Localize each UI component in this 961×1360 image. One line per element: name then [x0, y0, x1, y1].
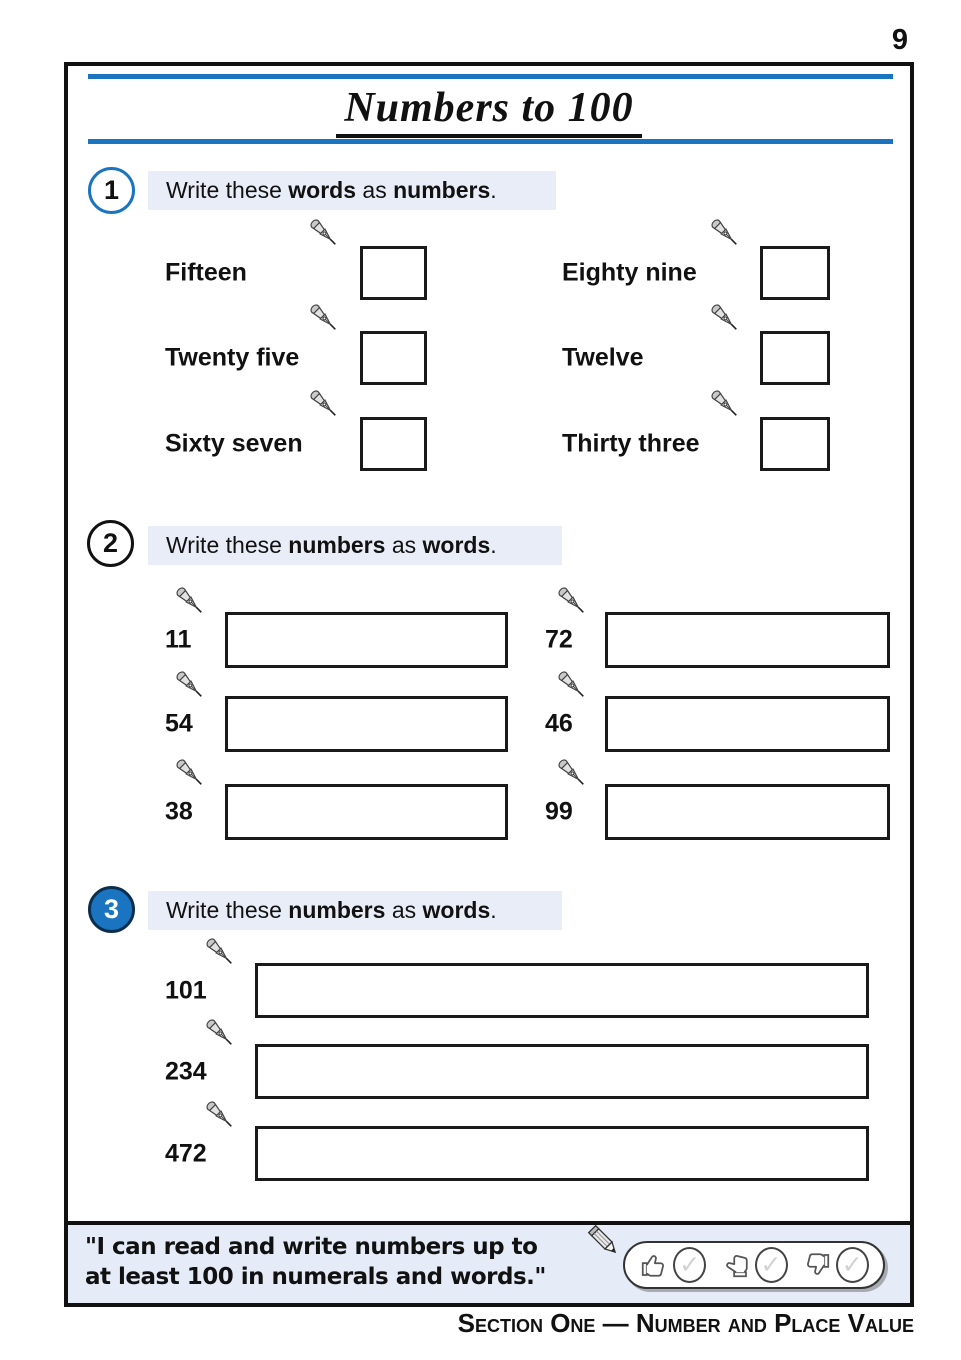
answer-box[interactable]: [225, 696, 508, 752]
number-label: 234: [165, 1057, 207, 1085]
number-label: 72: [545, 625, 573, 654]
number-label: 38: [165, 797, 193, 826]
q2-row: [148, 696, 513, 752]
page-title: Numbers to 100: [336, 84, 641, 138]
answer-box[interactable]: [760, 331, 830, 385]
instruction-text: .: [490, 532, 497, 558]
word-label: Sixty seven: [165, 429, 303, 458]
self-assessment-pill: [623, 1241, 885, 1289]
q1-row: [545, 417, 850, 471]
instruction-text: Write these: [166, 897, 289, 923]
tick-mark: ✓: [679, 1250, 701, 1279]
q3-row: [148, 1044, 878, 1099]
thumbs-sideways-icon: [721, 1250, 751, 1280]
q1-row: [545, 246, 850, 300]
question-1-instruction: [148, 171, 556, 210]
objective-quote-line1: "I can read and write numbers up to: [85, 1234, 538, 1260]
word-label: Eighty nine: [562, 258, 697, 287]
rating-group-ok: [721, 1247, 788, 1283]
answer-box[interactable]: [360, 246, 427, 300]
q1-row: [148, 331, 448, 385]
q3-row: [148, 963, 878, 1018]
tick-mark: ✓: [841, 1250, 863, 1279]
instruction-text: as: [385, 532, 423, 558]
instruction-text: .: [490, 177, 497, 203]
answer-box[interactable]: [760, 246, 830, 300]
answer-box[interactable]: [255, 1126, 869, 1181]
q2-row: [148, 784, 513, 840]
rating-group-good: [639, 1247, 706, 1283]
answer-box[interactable]: [605, 612, 890, 668]
question-3-badge: 3: [88, 886, 135, 933]
rating-group-bad: [802, 1247, 869, 1283]
answer-box[interactable]: [605, 784, 890, 840]
rating-circle[interactable]: [673, 1247, 706, 1283]
thumbs-down-icon: [802, 1250, 832, 1280]
instruction-text: as: [385, 897, 423, 923]
page-number: 9: [891, 24, 909, 56]
question-2-instruction: [148, 526, 562, 565]
rating-circle[interactable]: [836, 1247, 869, 1283]
word-label: Fifteen: [165, 258, 247, 287]
rating-circle[interactable]: [755, 1247, 788, 1283]
instruction-text: Write these: [166, 532, 289, 558]
instruction-bold: words: [422, 897, 491, 923]
number-label: 11: [165, 625, 192, 654]
number-label: 99: [545, 797, 573, 826]
word-label: Twelve: [562, 343, 644, 372]
instruction-bold: words: [288, 177, 357, 203]
instruction-text: Write these: [166, 177, 289, 203]
question-3-instruction: [148, 891, 562, 930]
instruction-bold: numbers: [288, 897, 386, 923]
answer-box[interactable]: [225, 784, 508, 840]
number-label: 46: [545, 709, 573, 738]
q2-row: [528, 612, 893, 668]
objective-quote-line2: at least 100 in numerals and words.": [85, 1264, 546, 1290]
q2-row: [528, 696, 893, 752]
instruction-bold: numbers: [288, 532, 386, 558]
instruction-bold: numbers: [393, 177, 491, 203]
number-label: 101: [165, 976, 207, 1004]
q3-row: [148, 1126, 878, 1181]
number-label: 54: [165, 709, 193, 738]
answer-box[interactable]: [360, 417, 427, 471]
q2-row: [528, 784, 893, 840]
answer-box[interactable]: [605, 696, 890, 752]
title-rule-bottom: [88, 139, 893, 144]
answer-box[interactable]: [760, 417, 830, 471]
instruction-bold: words: [422, 532, 491, 558]
section-label: Section One — Number and Place Value: [457, 1308, 914, 1338]
q1-row: [545, 331, 850, 385]
question-2-badge: 2: [87, 520, 134, 567]
answer-box[interactable]: [360, 331, 427, 385]
answer-box[interactable]: [225, 612, 508, 668]
number-label: 472: [165, 1139, 207, 1167]
q1-row: [148, 417, 448, 471]
answer-box[interactable]: [255, 963, 869, 1018]
title-rule-top: [88, 74, 893, 79]
instruction-text: .: [490, 897, 497, 923]
tick-mark: ✓: [760, 1250, 782, 1279]
word-label: Thirty three: [562, 429, 700, 458]
word-label: Twenty five: [165, 343, 300, 372]
q2-row: [148, 612, 513, 668]
answer-box[interactable]: [255, 1044, 869, 1099]
q1-row: [148, 246, 448, 300]
question-1-badge: 1: [88, 167, 135, 214]
instruction-text: as: [356, 177, 394, 203]
thumbs-up-icon: [639, 1250, 669, 1280]
title-wrap: [64, 84, 914, 138]
